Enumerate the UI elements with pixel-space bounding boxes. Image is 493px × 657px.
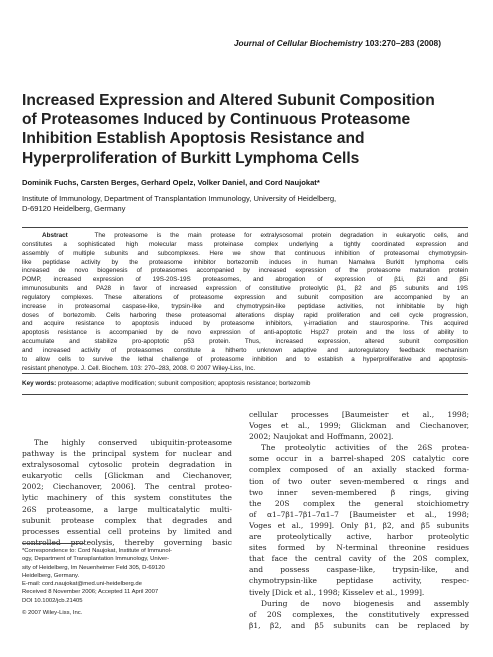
body-line: During de novo biogenesis and assembly <box>261 598 469 608</box>
body-line: extralysosomal cytosolic protein degradation in <box>22 460 232 470</box>
body-line: Voges et al., 1999]. Only β1, β2, and β5 subunits <box>249 520 469 530</box>
abstract-line: increased de novo biogenesis of proteasomes accompanied by increased expression of the proteasome maturation protein <box>22 267 468 275</box>
keywords-bottom-rule <box>22 394 468 395</box>
body-line: the 20S complex the general stoichiometry <box>249 498 469 508</box>
abstract-line: increase in proteasomal caspase-like, trypsin-like and chymotrypsin-like peptidase activities, not inhibitable by high <box>22 302 468 310</box>
correspondence-footnote <box>22 543 232 617</box>
body-line: tively [Dick et al., 1998; Kisselev et al., 1999]. <box>249 587 425 597</box>
abstract-line: assembly of multiple subunits and subcomplexes. Here we show that continuous inhibition of proteasomal chymotrypsin- <box>22 249 468 257</box>
footnote-line: sity of Heidelberg, Im Neuenheimer Feld 305, D-69120 <box>22 564 165 571</box>
abstract-first-line: The proteasome is the main protease for extralysosomal protein degradation in eukaryotic cells, and <box>94 232 468 239</box>
body-line: sites formed by N-terminal threonine residues <box>249 543 469 553</box>
abstract-line: and acquire resistance to apoptosis induced by proteasome inhibitors, γ-irradiation and staurosporine. This acquired <box>22 320 468 328</box>
affiliation <box>22 194 336 215</box>
footnote-received: Received 8 November 2006; Accepted 11 April 2007 <box>22 589 159 596</box>
body-line: 2002; Naujokat and Hoffmann, 2002]. <box>249 432 394 442</box>
body-line: The highly conserved ubiquitin-proteasome <box>34 438 232 447</box>
footnote-line: ogy, Department of Transplantation Immunology, Univer- <box>22 556 170 563</box>
body-line: are proteolytically active, harbor proteolytic <box>249 532 469 542</box>
abstract-last-line: resistant phenotype. J. Cell. Biochem. 103: 270–283, 2008. © 2007 Wiley-Liss, Inc. <box>22 364 256 372</box>
footnote-line: *Correspondence to: Cord Naujokat, Institute of Immunol- <box>22 548 172 554</box>
body-line: chymotrypsin-like peptidase activity, respec- <box>249 576 469 586</box>
abstract-line: doses of bortezomib. Cells harboring these proteasomal alterations display rapid proliferation and cell cycle progression, <box>22 311 468 319</box>
body-line: processes essential cell proteins by limited and <box>22 526 232 536</box>
abstract-line: regulatory complexes. These alterations of proteasome expression and subunit composition are accompanied by an <box>22 293 468 301</box>
body-line: 26S proteasome, a large multicatalytic multi- <box>22 504 232 514</box>
abstract-line: like peptidase activity by the proteasome inhibitor bortezomib induces in human Namalwa Burkitt lymphoma cells <box>22 258 468 266</box>
abstract-line: immunosubunits and PA28 in favor of increased expression of constitutive proteolytic β1, β2 and β5 subunits and 19S <box>22 285 468 293</box>
footnote-line: Heidelberg, Germany. <box>22 572 80 579</box>
abstract-line: apoptosis resistance is accompanied by de novo expression of anti-apoptotic Hsp27 protein and the loss of ability to <box>22 329 468 337</box>
author-list: Dominik Fuchs, Carsten Berges, Gerhard Opelz, Volker Daniel, and Cord Naujokat* <box>22 178 320 187</box>
body-column-right <box>249 409 469 631</box>
keywords-label: Key words: <box>22 380 57 387</box>
keywords-top-rule <box>22 373 468 374</box>
body-line: of 20S complexes, the constitutively expressed <box>249 609 469 619</box>
abstract-line: and increased activity of proteasomes constitute a hitherto unknown adaptive and autoregulatory feedback mechanism <box>22 346 468 354</box>
body-line: of α1–7β1–7β1–7α1–7 [Baumeister et al., 1998; <box>249 509 469 519</box>
body-line: Voges et al., 1999; Glickman and Ciechanover, <box>249 421 469 431</box>
journal-name: Journal of Cellular Biochemistry <box>233 38 363 48</box>
abstract-line: constitutes a sophisticated high molecular mass proteinase complex underlying a tightly coordinated expression and <box>22 240 468 248</box>
footnote-doi: DOI 10.1002/jcb.21405 <box>22 597 83 604</box>
keywords-line <box>22 380 468 387</box>
body-line: The proteolytic activities of the 26S protea- <box>261 443 469 453</box>
body-line: some occur in a barrel-shaped 20S catalytic core <box>249 454 469 464</box>
body-line: controlled proteolysis, thereby governing basic <box>22 537 232 547</box>
running-header <box>0 38 441 48</box>
abstract-line <box>22 232 468 241</box>
title-line: Hyperproliferation of Burkitt Lymphoma Cells <box>22 149 360 167</box>
footnote-copyright: © 2007 Wiley-Liss, Inc. <box>22 610 83 617</box>
body-line: eukaryotic cells [Glickman and Ciechanover, <box>22 471 232 481</box>
body-line: pathway is the principal system for nuclear and <box>22 449 232 459</box>
abstract-line: POMP, increased expression of 19S-20S-19S proteasomes, and abrogation of expression of β1i, β2i and β5i <box>22 276 468 284</box>
body-line: that face the central cavity of the 20S complex, <box>249 554 469 564</box>
body-line: lytic machinery of this system constitutes the <box>22 493 232 503</box>
footnote-rule <box>22 543 84 544</box>
body-line: and possess caspase-like, trypsin-like, and <box>249 565 469 575</box>
body-line: tion of two outer seven-membered α rings and <box>249 476 469 486</box>
abstract-line: accumulate and stabilize pro-apoptotic p53 protein. Thus, increased expression, altered subunit composition <box>22 338 468 346</box>
title-line: of Proteasomes Induced by Continuous Proteasome <box>22 111 411 129</box>
body-line: complex composed of an axially stacked forma- <box>249 465 469 475</box>
body-column-left <box>22 437 232 548</box>
body-line: cellular processes [Baumeister et al., 1998; <box>249 410 469 419</box>
title-line: Inhibition Establish Apoptosis Resistance and <box>22 130 365 148</box>
affiliation-line: D-69120 Heidelberg, Germany <box>22 204 126 214</box>
body-line: 2002; Ciechanover, 2006]. The central proteo- <box>22 482 232 492</box>
body-line: β1, β2, and β5 subunits can be replaced by <box>249 620 469 630</box>
footnote-email: E-mail: cord.naujokat@med.uni-heidelberg.de <box>22 581 142 588</box>
body-line: subunit protease complex that degrades and <box>22 515 232 525</box>
abstract-line: to allow cells to survive the lethal challenge of proteasome inhibition and to establish a hyperproliferative and apoptosis- <box>22 355 468 363</box>
abstract-label: Abstract <box>42 232 68 239</box>
article-title <box>22 91 462 168</box>
body-line: two inner seven-membered β rings, giving <box>249 487 469 497</box>
abstract-top-rule <box>22 227 468 228</box>
title-line: Increased Expression and Altered Subunit Composition <box>22 92 435 109</box>
affiliation-line: Institute of Immunology, Department of Transplantation Immunology, University of Heidelberg, <box>22 194 337 203</box>
keywords-text: proteasome; adaptive modification; subunit composition; apoptosis resistance; bortezomib <box>57 380 311 387</box>
journal-citation: 103:270–283 (2008) <box>365 38 441 48</box>
abstract-block <box>22 232 468 374</box>
